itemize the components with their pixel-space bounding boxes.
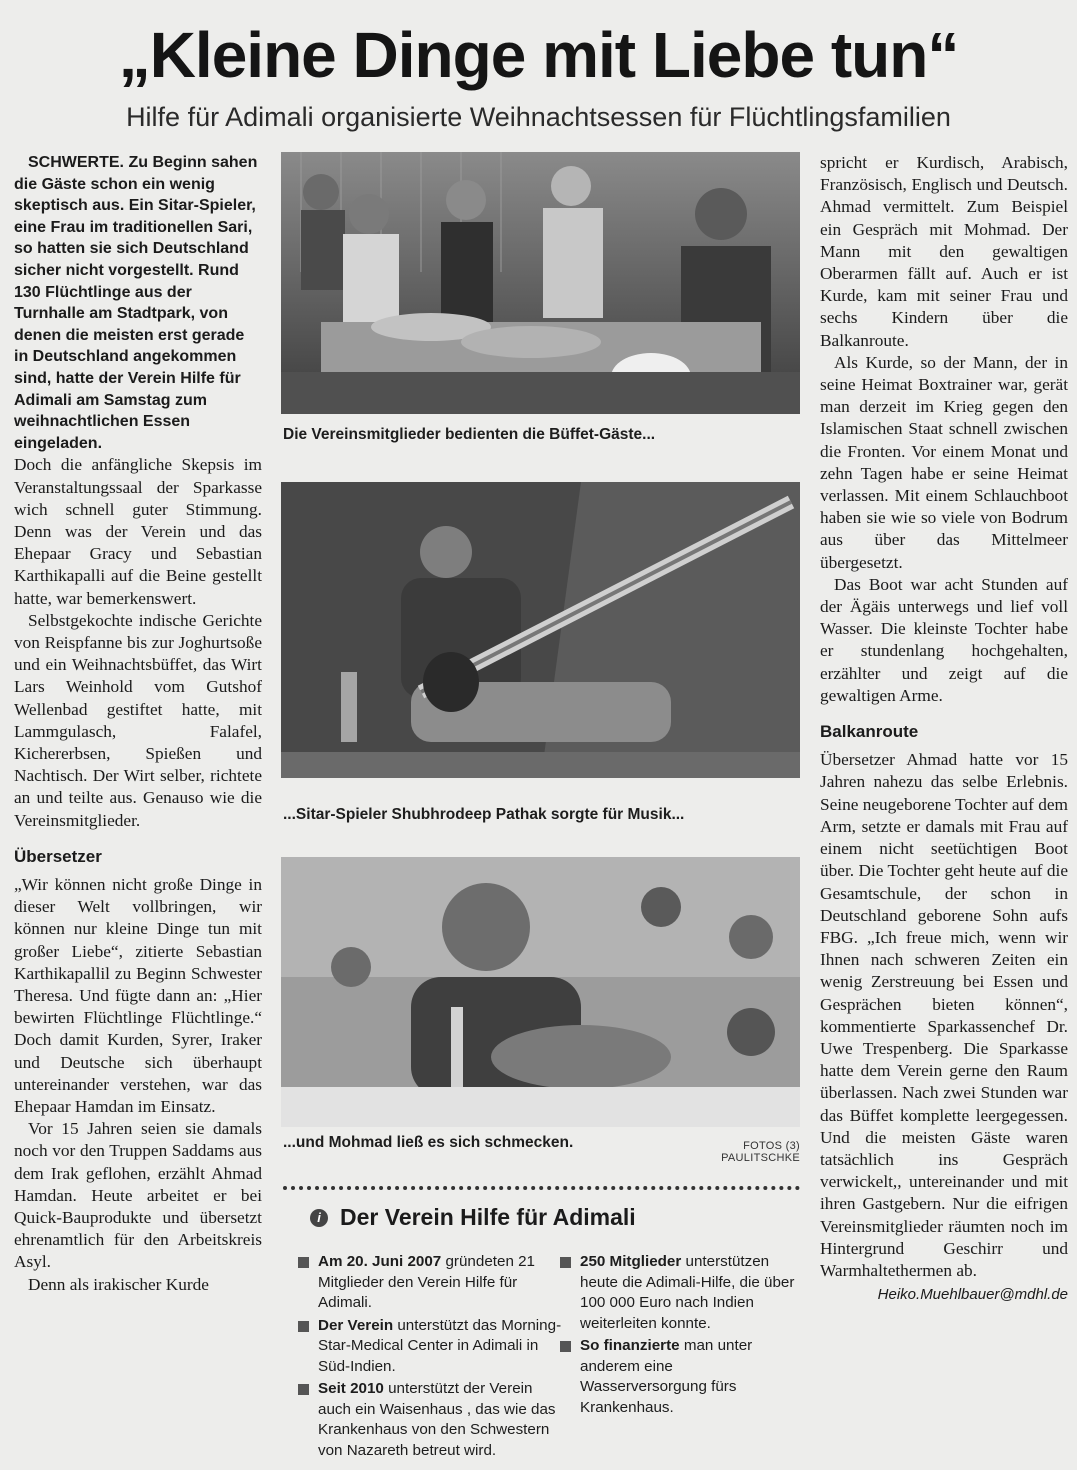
infobox-item: Seit 2010 unterstützt der Verein auch ein Waisenhaus , das wie das Krankenhaus von den Schwestern von Nazareth betreut wird. (296, 1379, 564, 1461)
infobox-item: Der Verein unterstützt das Morning-Star-Medical Center in Adimali in Süd-Indien. (296, 1316, 564, 1378)
photo-mohmad (281, 857, 800, 1127)
photo-sitar (281, 482, 800, 778)
paragraph: Vor 15 Jahren seien sie damals noch vor den Truppen Saddams aus dem Irak geflohen, erzählt Ahmad Hamdan. Heute arbeitet er bei Quick-Bauprodukte und übersetzt ehrenamtlich für den Arbeitskreis Asyl. (14, 1119, 262, 1272)
caption-photo-mohmad: ...und Mohmad ließ es sich schmecken. (283, 1134, 574, 1151)
infobox-item: 250 Mitglieder unterstützen heute die Adimali-Hilfe, die über 100 000 Euro nach Indien weiterleiten konnte. (558, 1252, 803, 1334)
infobox-column-left (296, 1252, 564, 1463)
photo-mohmad-illustration (281, 857, 800, 1127)
infobox-title: Der Verein Hilfe für Adimali (340, 1204, 636, 1230)
photo-buffet-illustration (281, 152, 800, 414)
paragraph: Das Boot war acht Stunden auf der Ägäis unterwegs und lief voll Wasser. Die kleinste Tochter habe er stundenlang hochgehalten, erzählter und zeigt auf die gewaltigen Arme. (820, 574, 1068, 705)
caption-photo-buffet: Die Vereinsmitglieder bedienten die Büffet-Gäste... (283, 426, 656, 443)
caption-photo-sitar: ...Sitar-Spieler Shubhrodeep Pathak sorgte für Musik... (283, 806, 685, 823)
photo-credit: FOTOS (3) PAULITSCHKE (721, 1140, 800, 1164)
subtitle-uebersetzer: Übersetzer (14, 846, 102, 866)
bullet-square-icon (298, 1257, 309, 1268)
paragraph: Übersetzer Ahmad hatte vor 15 Jahren nahezu das selbe Erlebnis. Seine neugeborene Tochter auf dem Arm, setzte er damals mit Frau auf einem nicht seetüchtigen Boot über. Die Tochter geht heute auf die Gesamtschule, der schon in Deutschland geborene Sohn aufs FBG. „Ich freue mich, wenn wir Ihnen nach schweren Zeiten ein wenig Zerstreuung bei Essen und Gesprächen bieten können“, kommentierte Sparkassenchef Dr. Uwe Trespenberg. Die Sparkasse hatte dem Verein gerne den Raum überlassen. Nach zwei Stunden war das Büffet komplette leergegessen. Und die meisten Gäste waren tatsächlich ins Gespräch verwickelt,, untereinander und mit ihren Gastgebern. Nur die eifrigen Vereinsmitglieder räumten noch im Hintergrund Geschirr und Warmhaltethermen ab. (820, 750, 1068, 1280)
photo-sitar-illustration (281, 482, 800, 778)
infobox-column-right (558, 1252, 803, 1420)
lead-paragraph: SCHWERTE. Zu Beginn sahen die Gäste schon ein wenig skeptisch aus. Ein Sitar-Spieler, eine Frau im traditionellen Sari, so hatten sie sich Deutschland sicher nicht vorgestellt. Rund 130 Flüchtlinge aus der Turnhalle am Stadtpark, von denen die meisten erst gerade in Deutschland angekommen sind, hatte der Verein Hilfe für Adimali am Samstag zum weihnachtlichen Essen eingeladen. (14, 154, 258, 452)
paragraph: spricht er Kurdisch, Arabisch, Französisch, Englisch und Deutsch. Ahmad vermittelt. Zum Beispiel ein Gespräch mit Mohmad. Der Mann mit den gewaltigen Oberarmen fällt auf. Auch er ist Kurde, kam mit seiner Frau und sechs Kindern über die Balkanroute. (820, 153, 1068, 350)
column-right (820, 152, 1068, 1306)
paragraph: Doch die anfängliche Skepsis im Veranstaltungssaal der Sparkasse wich schnell guter Stimmung. Denn was der Verein und das Ehepaar Gracy und Sebastian Karthikapalli auf die Beine gestellt hatte, war bemerkenswert. (14, 455, 262, 608)
bullet-square-icon (298, 1384, 309, 1395)
paragraph: Denn als irakischer Kurde (28, 1274, 209, 1294)
photo-buffet (281, 152, 800, 414)
column-left (14, 152, 262, 1296)
bullet-square-icon (560, 1257, 571, 1268)
paragraph: Als Kurde, so der Mann, der in seine Heimat Boxtrainer war, gerät man derzeit im Krieg gegen den Islamischen Staat schnell zwischen die Fronten. Vor einem Monat und zehn Tagen habe er seine Heimat verlassen. Mit einem Schlauchboot haben sie wie so viele von Bodrum aus über das Mittelmeer übergesetzt. (820, 352, 1068, 572)
infobox-item: Am 20. Juni 2007 gründeten 21 Mitglieder den Verein Hilfe für Adimali. (296, 1252, 564, 1314)
bullet-square-icon (298, 1321, 309, 1332)
info-icon: i (310, 1209, 328, 1227)
headline: „Kleine Dinge mit Liebe tun“ (118, 19, 959, 91)
infobox-item: So finanzierte man unter anderem eine Wasserversorgung fürs Krankenhaus. (558, 1336, 803, 1418)
subheadline: Hilfe für Adimali organisierte Weihnachtsessen für Flüchtlingsfamilien (126, 102, 951, 132)
bullet-square-icon (560, 1341, 571, 1352)
paragraph: „Wir können nicht große Dinge in dieser Welt vollbringen, wir können nur kleine Dinge tun mit großer Liebe“, zitierte Sebastian Karthikapallil zu Beginn Schwester Theresa. Und fügte dann an: „Hier bewirten Flüchtlinge Flüchtlinge.“ Doch damit Kurden, Syrer, Iraker und Deutsche sich überhaupt untereinander verstehen, war das Ehepaar Hamdan im Einsatz. (14, 874, 262, 1116)
paragraph: Selbstgekochte indische Gerichte von Reispfanne bis zur Joghurtsoße und ein Weihnachtsbüffet, das Wirt Lars Weinhold vom Gutshof Wellenbad gestiftet hatte, mit Lammgulasch, Falafel, Kichererbsen, Spießen und Nachtisch. Der Wirt selber, richtete an und teilte aus. Genauso wie die Vereinsmitglieder. (14, 610, 262, 830)
infobox-divider (283, 1186, 800, 1190)
subtitle-balkanroute: Balkanroute (820, 722, 919, 742)
author-signature: Heiko.Muehlbauer@mdhl.de (877, 1286, 1068, 1304)
